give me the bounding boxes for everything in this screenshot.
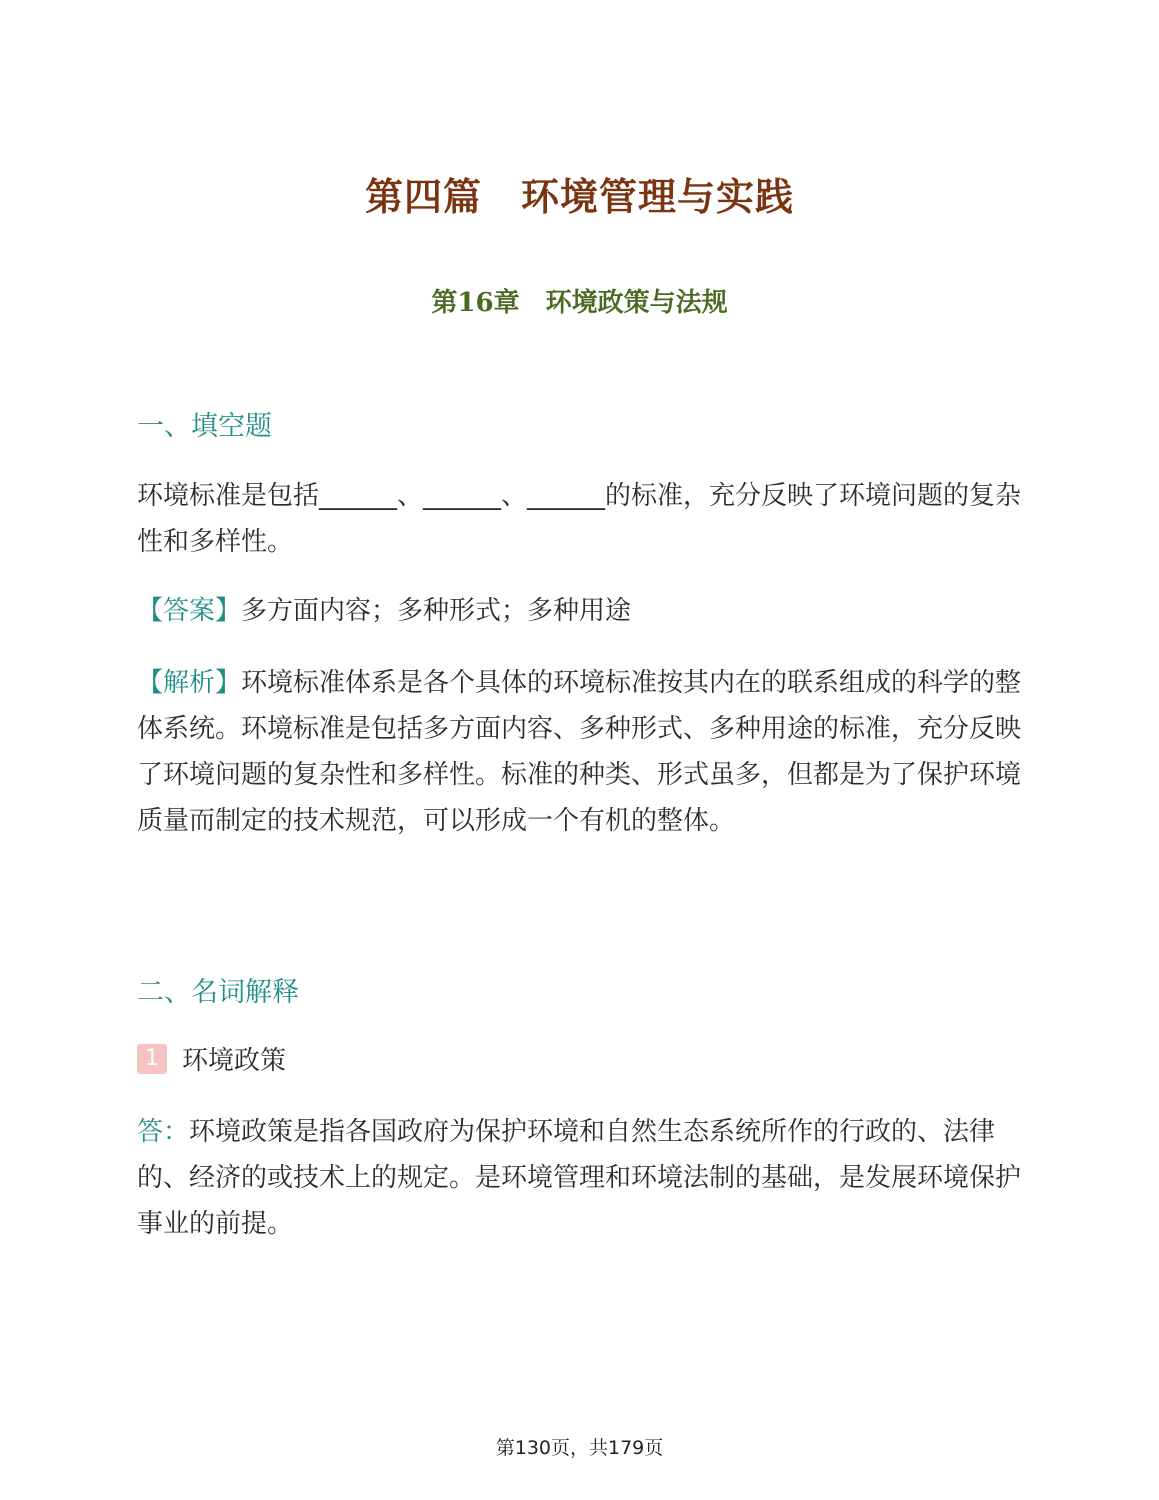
page-number-footer: 第130页，共179页: [495, 1437, 664, 1459]
part-title: 第四篇 环境管理与实践: [364, 174, 794, 219]
term-answer-paragraph: [137, 1109, 1027, 1247]
fill-in-question: 环境标准是包括______、______、______的标准，充分反映了环境问题的复杂性和多样性。: [137, 481, 1022, 557]
term-answer-text: 环境政策是指各国政府为保护环境和自然生态系统所作的行政的、法律的、经济的或技术上的规定。是环境管理和环境法制的基础，是发展环境保护事业的前提。: [137, 1117, 1022, 1239]
chapter-title: 第16章 环境政策与法规: [431, 288, 728, 318]
section-heading-fill-in: 一、填空题: [137, 411, 272, 442]
answer-text: 多方面内容；多种形式；多种用途: [241, 596, 632, 626]
section-heading-term-explanation: 二、名词解释: [137, 977, 299, 1008]
term-label: 环境政策: [182, 1046, 287, 1076]
analysis-paragraph: [137, 660, 1027, 844]
term-number-badge: 1: [137, 1044, 167, 1074]
term-item: [137, 1040, 286, 1077]
answer-tag: 【答案】: [137, 596, 242, 626]
term-answer-tag: 答：: [137, 1117, 190, 1147]
analysis-text: 环境标准体系是各个具体的环境标准按其内在的联系组成的科学的整体系统。环境标准是包括多方面内容、多种形式、多种用途的标准，充分反映了环境问题的复杂性和多样性。标准的种类、形式虽多，但都是为了保护环境质量而制定的技术规范，可以形成一个有机的整体。: [137, 668, 1022, 836]
answer-paragraph: [137, 588, 1027, 634]
analysis-tag: 【解析】: [137, 668, 242, 698]
